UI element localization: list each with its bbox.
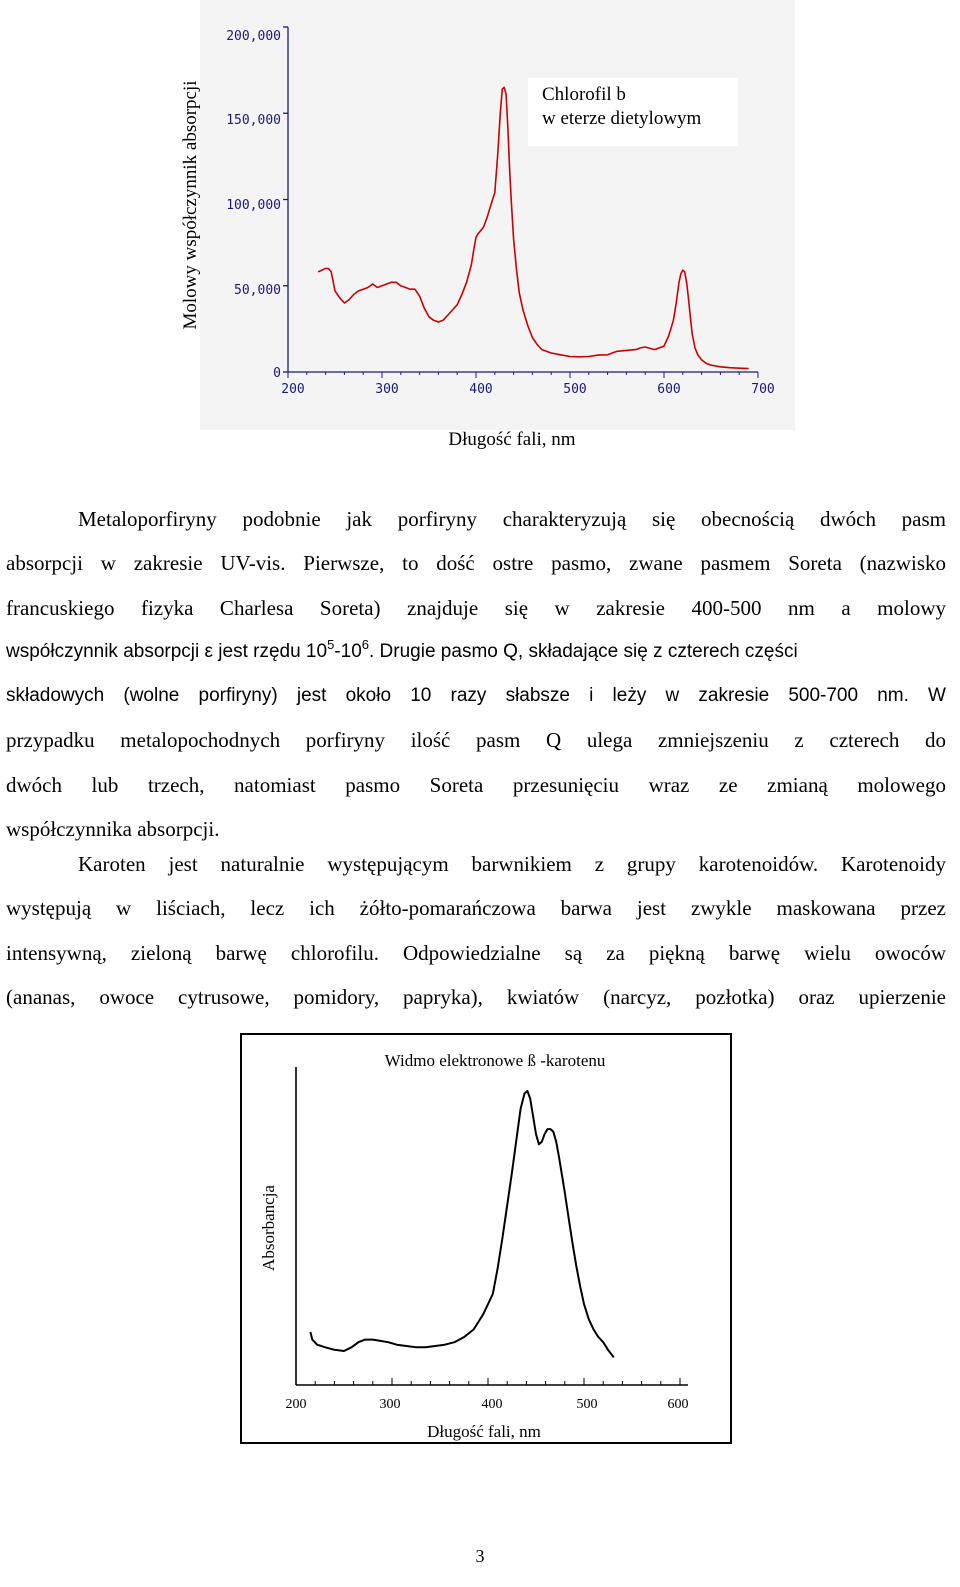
y-tick-label: 50,000	[234, 283, 281, 298]
text-line: absorpcji w zakresie UV-vis. Pierwsze, to dość ostre pasmo, zwane pasmem Soreta (nazwisko	[6, 551, 946, 576]
text-line: Metaloporfiryny podobnie jak porfiryny charakteryzują się obecnością dwóch pasm	[78, 507, 946, 531]
figure-chlorophyll-b	[0, 0, 960, 470]
text-line: intensywną, zieloną barwę chlorofilu. Odpowiedzialne są za piękną barwę wielu owoców	[6, 940, 946, 965]
text-line: występują w liściach, lecz ich żółto-pomarańczowa barwa jest zwykle maskowana przez	[6, 896, 946, 921]
x-tick-label: 200	[285, 1397, 307, 1412]
y-axis-label: Molowy współczynnik absorpcji	[180, 80, 201, 330]
superscript: 6	[361, 636, 369, 652]
figure-frame	[241, 1034, 731, 1443]
text-line: przypadku metalopochodnych porfiryny ilość pasm Q ulega zmniejszeniu z czterech do	[6, 728, 946, 753]
chart-beta-carotene	[240, 1033, 732, 1444]
legend-line-1: Chlorofil b	[542, 84, 626, 105]
text-fragment: współczynnik absorpcji ε jest rzędu 10	[6, 640, 328, 662]
y-tick-label: 200,000	[226, 29, 281, 44]
x-tick-label: 300	[379, 1397, 401, 1412]
x-tick-label: 400	[481, 1397, 503, 1412]
x-tick-label: 600	[667, 1397, 689, 1412]
superscript: 5	[327, 636, 335, 652]
x-axis-label: Długość fali, nm	[448, 429, 576, 450]
y-tick-label: 150,000	[226, 113, 281, 128]
y-axis-label: Absorbancja	[259, 1185, 278, 1271]
text-line-epsilon	[6, 630, 946, 674]
text-line: Karoten jest naturalnie występującym barwnikiem z grupy karotenoidów. Karotenoidy	[78, 852, 946, 876]
x-tick-label: 300	[375, 382, 399, 397]
figure-beta-carotene	[240, 1033, 732, 1444]
text-fragment: -10	[334, 640, 362, 662]
x-tick-label: 700	[751, 382, 775, 397]
x-tick-label: 500	[576, 1397, 598, 1412]
text-line: francuskiego fizyka Charlesa Soreta) znajduje się w zakresie 400-500 nm a molowy	[6, 595, 946, 620]
text-line: składowych (wolne porfiryny) jest około 10 razy słabsze i leży w zakresie 500-700 nm. W	[6, 685, 946, 707]
page-number: 3	[475, 1546, 485, 1566]
text-fragment: . Drugie pasmo Q, składające się z czterech części	[369, 640, 798, 662]
x-tick-label: 600	[657, 382, 681, 397]
x-axis-label: Długość fali, nm	[427, 1422, 541, 1441]
text-line: dwóch lub trzech, natomiast pasmo Soreta przesunięciu wraz ze zmianą molowego	[6, 772, 946, 797]
x-tick-label: 500	[563, 382, 587, 397]
legend-line-2: w eterze dietylowym	[542, 108, 702, 129]
y-tick-label: 0	[273, 366, 281, 381]
chart-background	[200, 0, 795, 430]
y-tick-label: 100,000	[226, 198, 281, 213]
text-line: współczynnika absorpcji.	[6, 817, 220, 842]
x-tick-label: 400	[469, 382, 493, 397]
chart-title: Widmo elektronowe ß -karotenu	[384, 1051, 606, 1070]
text-line: (ananas, owoce cytrusowe, pomidory, papryka), kwiatów (narcyz, pozłotka) oraz upierzenie	[6, 984, 946, 1009]
paragraph-metaloporphyrins	[6, 497, 946, 851]
paragraph-carotene	[6, 842, 946, 1019]
x-tick-label: 200	[281, 382, 305, 397]
chart-chlorophyll-b	[0, 0, 960, 470]
